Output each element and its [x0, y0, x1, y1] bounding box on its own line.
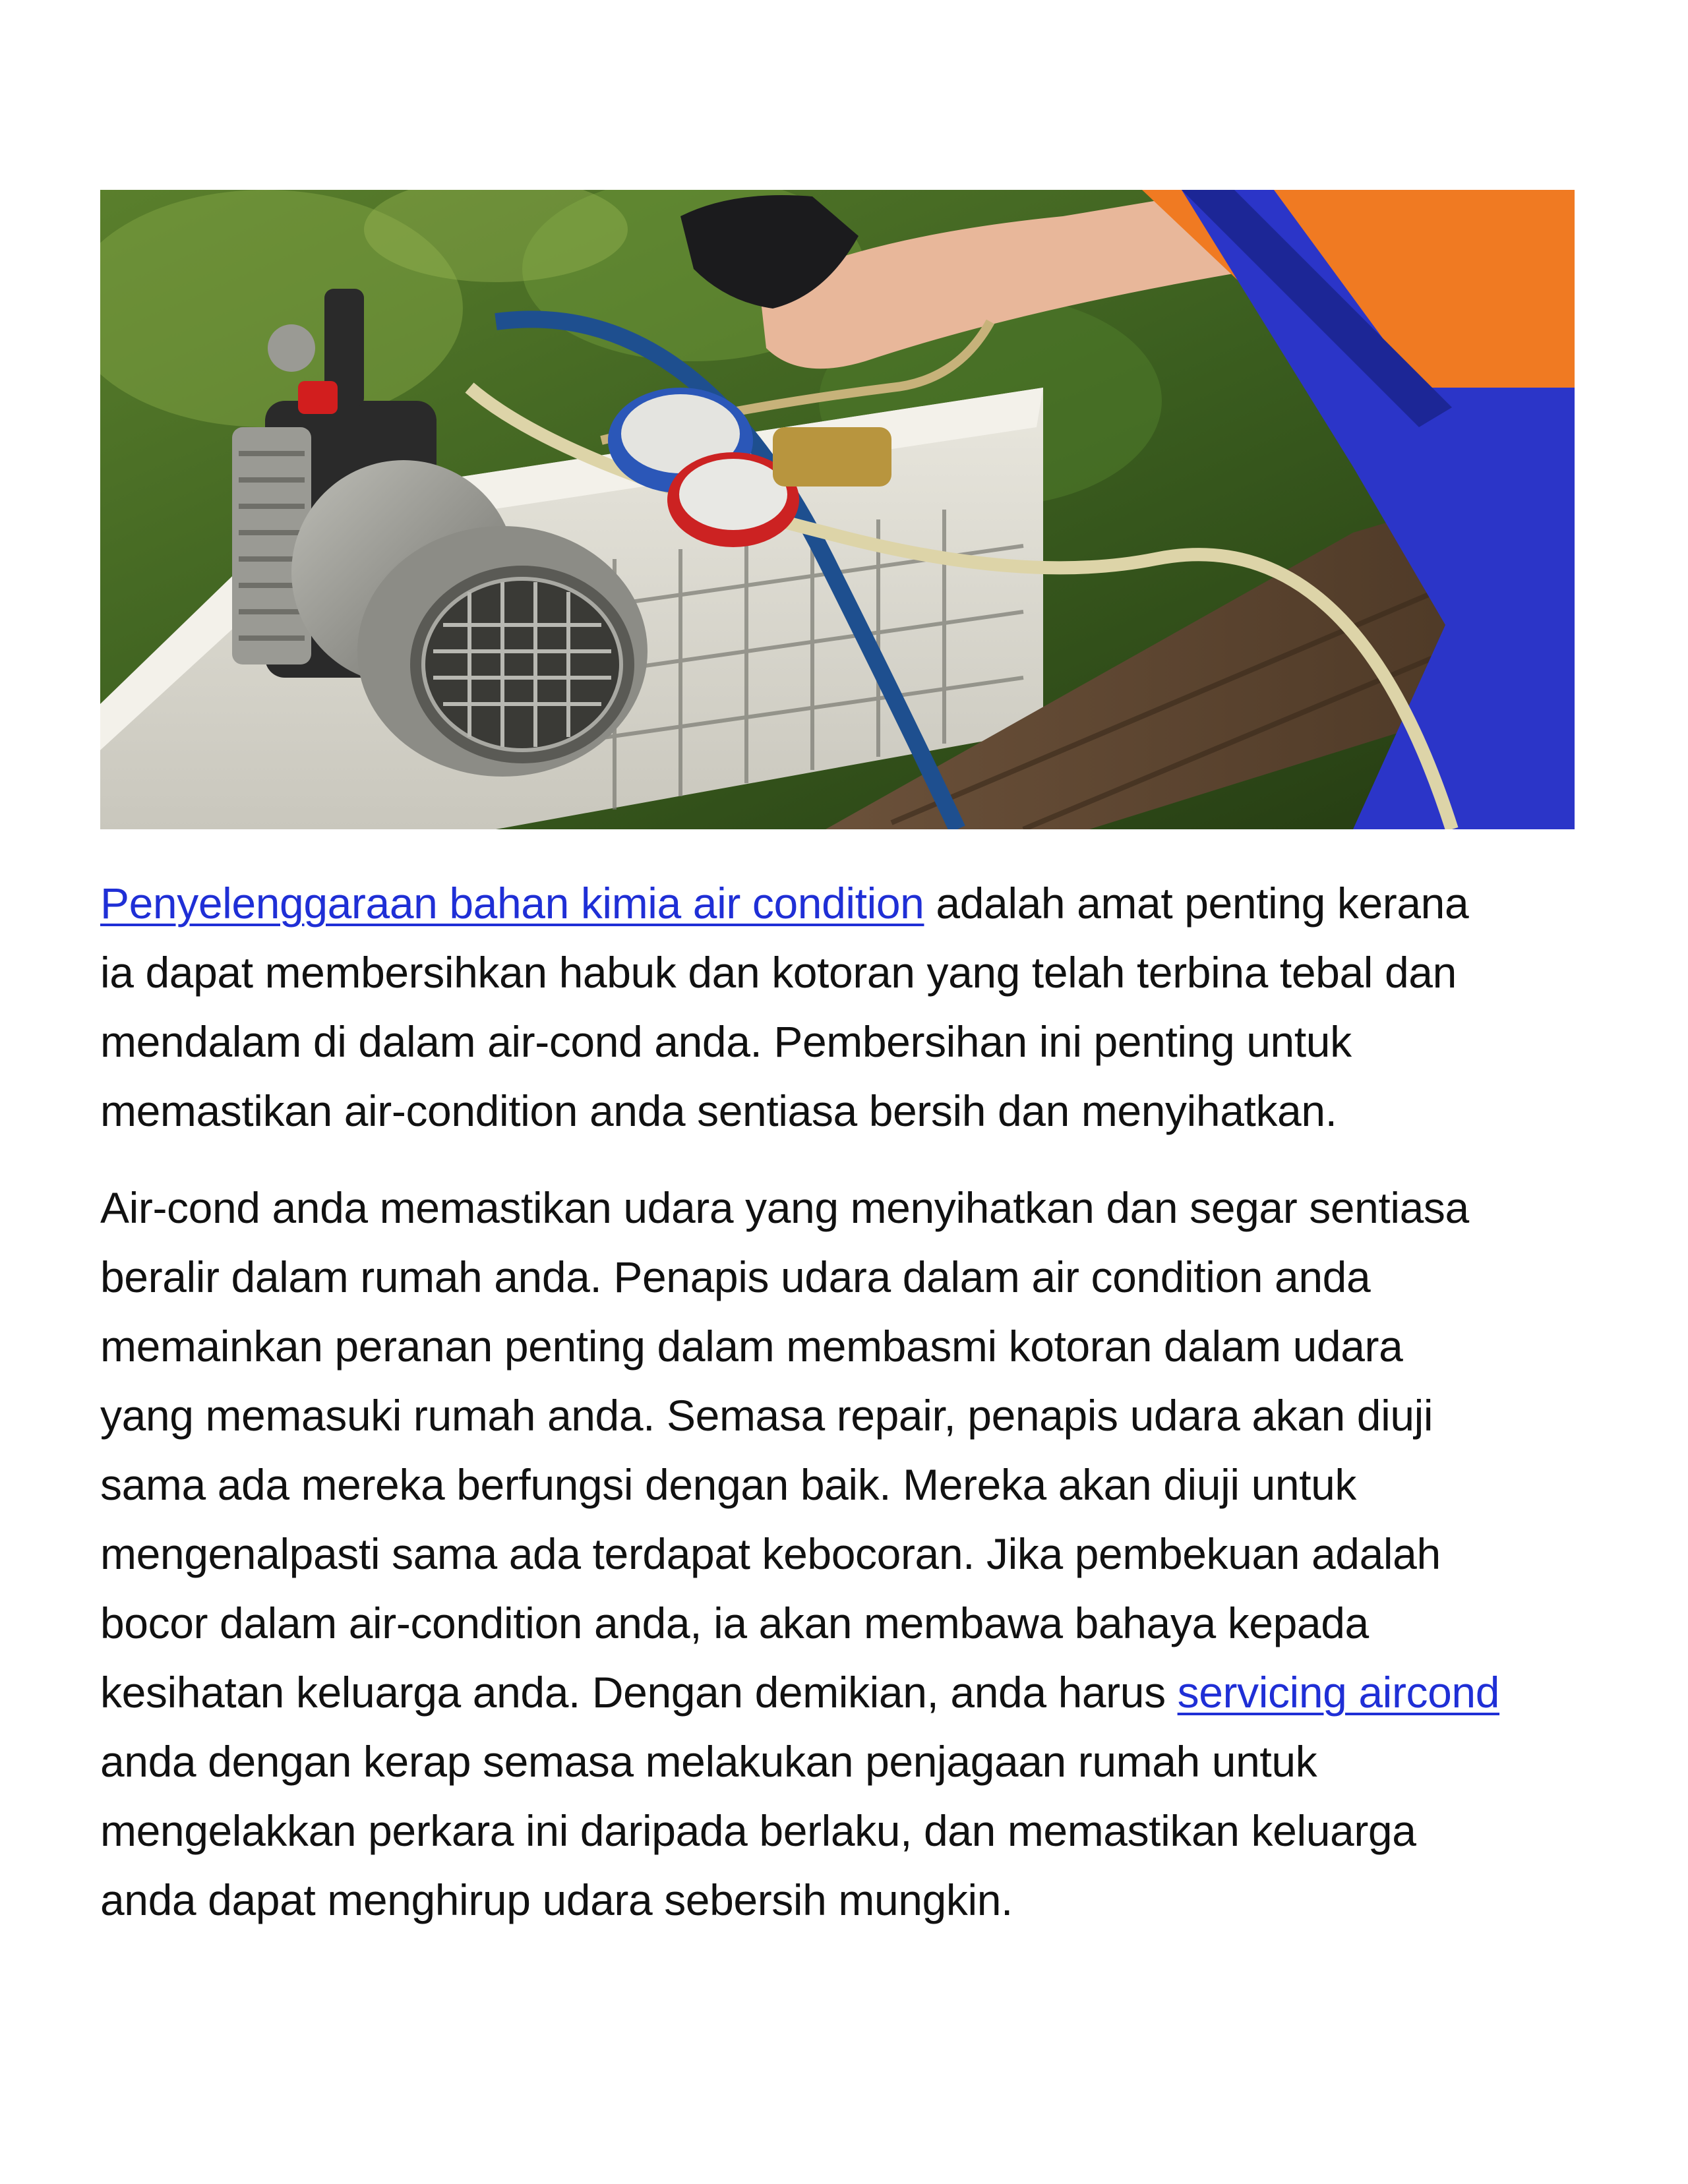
paragraph-line: anda dapat menghirup udara sebersih mungkin.	[100, 1875, 1013, 1924]
paragraph-intro	[100, 869, 1577, 1146]
paragraph-line: Air-cond anda memastikan udara yang menyihatkan dan segar sentiasa	[100, 1183, 1469, 1232]
paragraph-line: mengenalpasti sama ada terdapat kebocoran. Jika pembekuan adalah	[100, 1529, 1441, 1578]
paragraph-line: beralir dalam rumah anda. Penapis udara dalam air condition anda	[100, 1253, 1371, 1301]
link-servicing-aircond[interactable]: servicing aircond	[1177, 1668, 1500, 1717]
paragraph-line: memainkan peranan penting dalam membasmi kotoran dalam udara	[100, 1322, 1403, 1371]
paragraph-line: mengelakkan perkara ini daripada berlaku, dan memastikan keluarga	[100, 1806, 1416, 1855]
paragraph-line	[100, 1658, 1577, 1727]
paragraph-line: yang memasuki rumah anda. Semasa repair, penapis udara akan diuji	[100, 1391, 1433, 1440]
link-penyelenggaraan-bahan-kimia[interactable]: Penyelenggaraan bahan kimia air condition	[100, 879, 924, 928]
paragraph-line	[100, 869, 1577, 938]
paragraph-text: adalah amat penting kerana	[924, 879, 1469, 928]
paragraph-line: mendalam di dalam air-cond anda. Pembersihan ini penting untuk	[100, 1017, 1352, 1066]
paragraph-line: sama ada mereka berfungsi dengan baik. Mereka akan diuji untuk	[100, 1460, 1357, 1509]
hero-photo	[100, 190, 1575, 829]
paragraph-line: bocor dalam air-condition anda, ia akan membawa bahaya kepada	[100, 1599, 1369, 1647]
paragraph-line: ia dapat membersihkan habuk dan kotoran yang telah terbina tebal dan	[100, 948, 1457, 997]
paragraph-line: memastikan air-condition anda sentiasa bersih dan menyihatkan.	[100, 1086, 1337, 1135]
article-body	[100, 869, 1577, 1963]
paragraph-air-filter	[100, 1173, 1577, 1935]
paragraph-line: anda dengan kerap semasa melakukan penjagaan rumah untuk	[100, 1737, 1317, 1786]
aircond-service-illustration	[100, 190, 1575, 829]
paragraph-text: kesihatan keluarga anda. Dengan demikian, anda harus	[100, 1668, 1178, 1717]
